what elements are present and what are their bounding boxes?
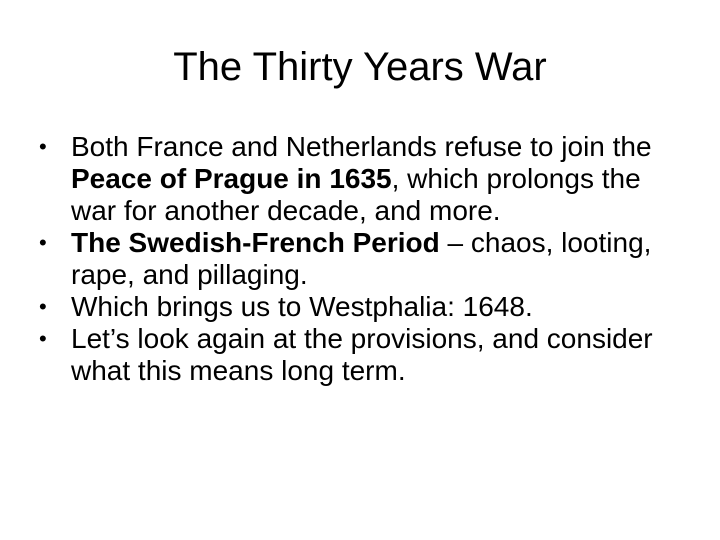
bullet-dot-icon: •: [39, 294, 47, 319]
bullet-bold-text: The Swedish-French Period: [71, 227, 440, 258]
slide-title: The Thirty Years War: [173, 45, 547, 89]
bullet-text: Which brings us to Westphalia: 1648.: [71, 291, 533, 322]
bullet-dot-icon: •: [39, 134, 47, 159]
bullet-text: , which prolongs the war for another decade, and more.: [71, 163, 641, 226]
bullet-item: [36, 291, 686, 323]
bullet-text: Let’s look again at the provisions, and consider what this means long term.: [71, 323, 653, 386]
bullet-item: [36, 131, 686, 227]
bullet-text: – chaos, looting, rape, and pillaging.: [71, 227, 652, 290]
bullet-item: [36, 323, 686, 387]
bullet-list: [36, 131, 686, 387]
bullet-dot-icon: •: [39, 230, 47, 255]
bullet-bold-text: Peace of Prague in 1635: [71, 163, 392, 194]
bullet-dot-icon: •: [39, 326, 47, 351]
bullet-text: Both France and Netherlands refuse to join the: [71, 131, 652, 162]
bullet-item: [36, 227, 686, 291]
